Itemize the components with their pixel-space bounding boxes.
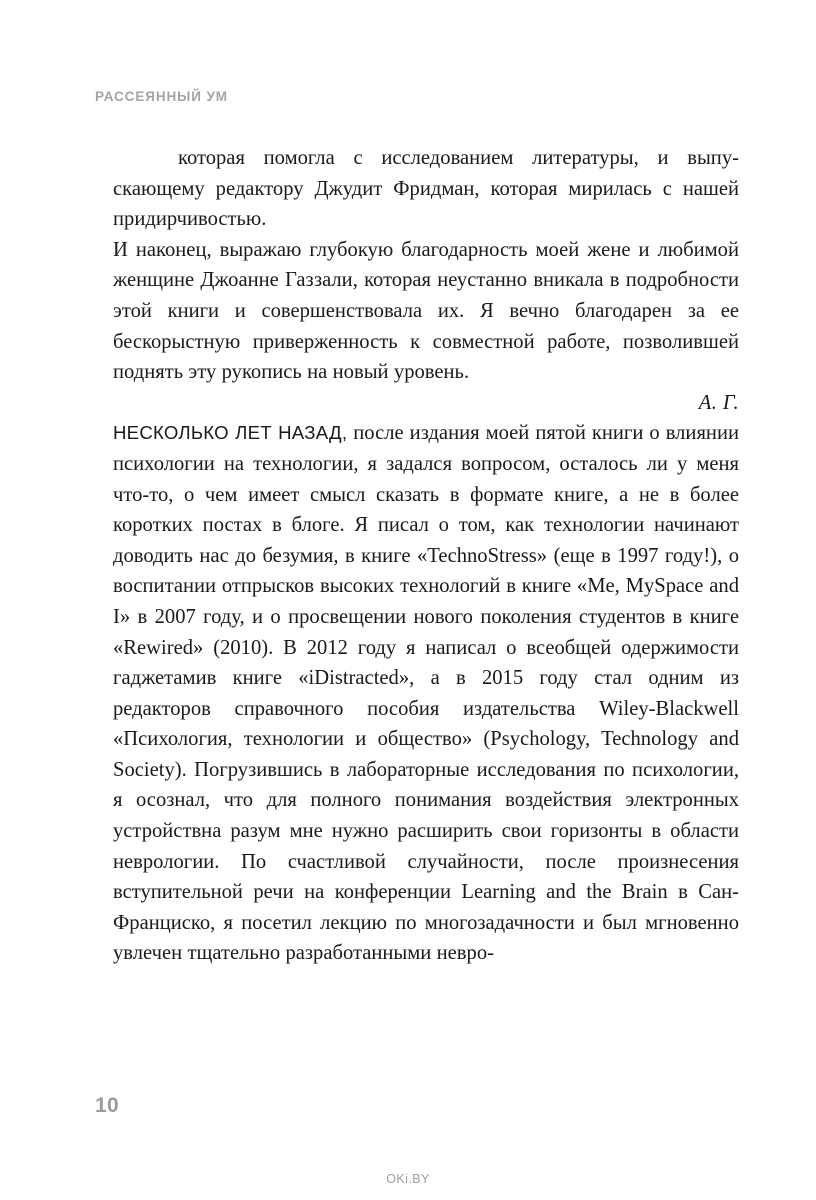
chapter-opening-rest: после издания моей пятой книги о влиянии психологии на технологии, я задался вопросом, осталось ли у меня что-то, о чем имеет смысл сказать в формате книге, а не в более коротких постах в блоге. Я писал о том, как технологии начинают доводить нас до безумия, в книге «TechnoStress» (еще в 1997 году!), о воспитании отпрысков высоких технологий в книге «Me, MySpace and I» в 2007 году, и о просвещении нового поколения студентов в книге «Rewired» (2010). В 2012 году я написал о всеобщей одержимости гаджетамив книге «iDistracted», а в 2015 году стал одним из редакторов справочного пособия издательства Wiley-Blackwell «Психология, технологии и общество» (Psychology, Technology and Society). Погрузившись в лабораторные исследования по психологии, я осознал, что для полного понимания воздействия электронных устройствна разум мне нужно расширить свои горизонты в области неврологии. По счастливой случайности, после произнесения вступительной речи на конференции Learning and the Brain в Сан-Франциско, я посетил лекцию по многозадачности и был мгновенно увлечен тщательно разработанными невро- xyxy=(113,422,739,965)
running-head: РАССЕЯННЫЙ УМ xyxy=(95,89,228,104)
text-column xyxy=(113,143,739,969)
site-watermark: OKi.BY xyxy=(386,1172,430,1186)
signature-initials: А. Г. xyxy=(698,391,739,414)
chapter-opening-lead-in: НЕСКОЛЬКО ЛЕТ НАЗАД, xyxy=(113,422,348,444)
page-number: 10 xyxy=(95,1094,119,1117)
paragraph-chapter-opening xyxy=(113,418,739,969)
paragraph-acknowledgement-continued: которая помогла с исследованием литературы, и выпускающему редактору Джудит Фридман, которая мирилась с нашей придирчивостью. xyxy=(113,147,739,231)
paragraph-acknowledgement-wife: И наконец, выражаю глубокую благодарность моей жене и любимой женщине Джоанне Газзали, которая неустанно вникала в подробности этой книги и совершенствовала их. Я вечно благодарен за ее бескорыстную приверженность к совместной работе, позволившей поднять эту рукопись на новый уровень. xyxy=(113,238,739,384)
